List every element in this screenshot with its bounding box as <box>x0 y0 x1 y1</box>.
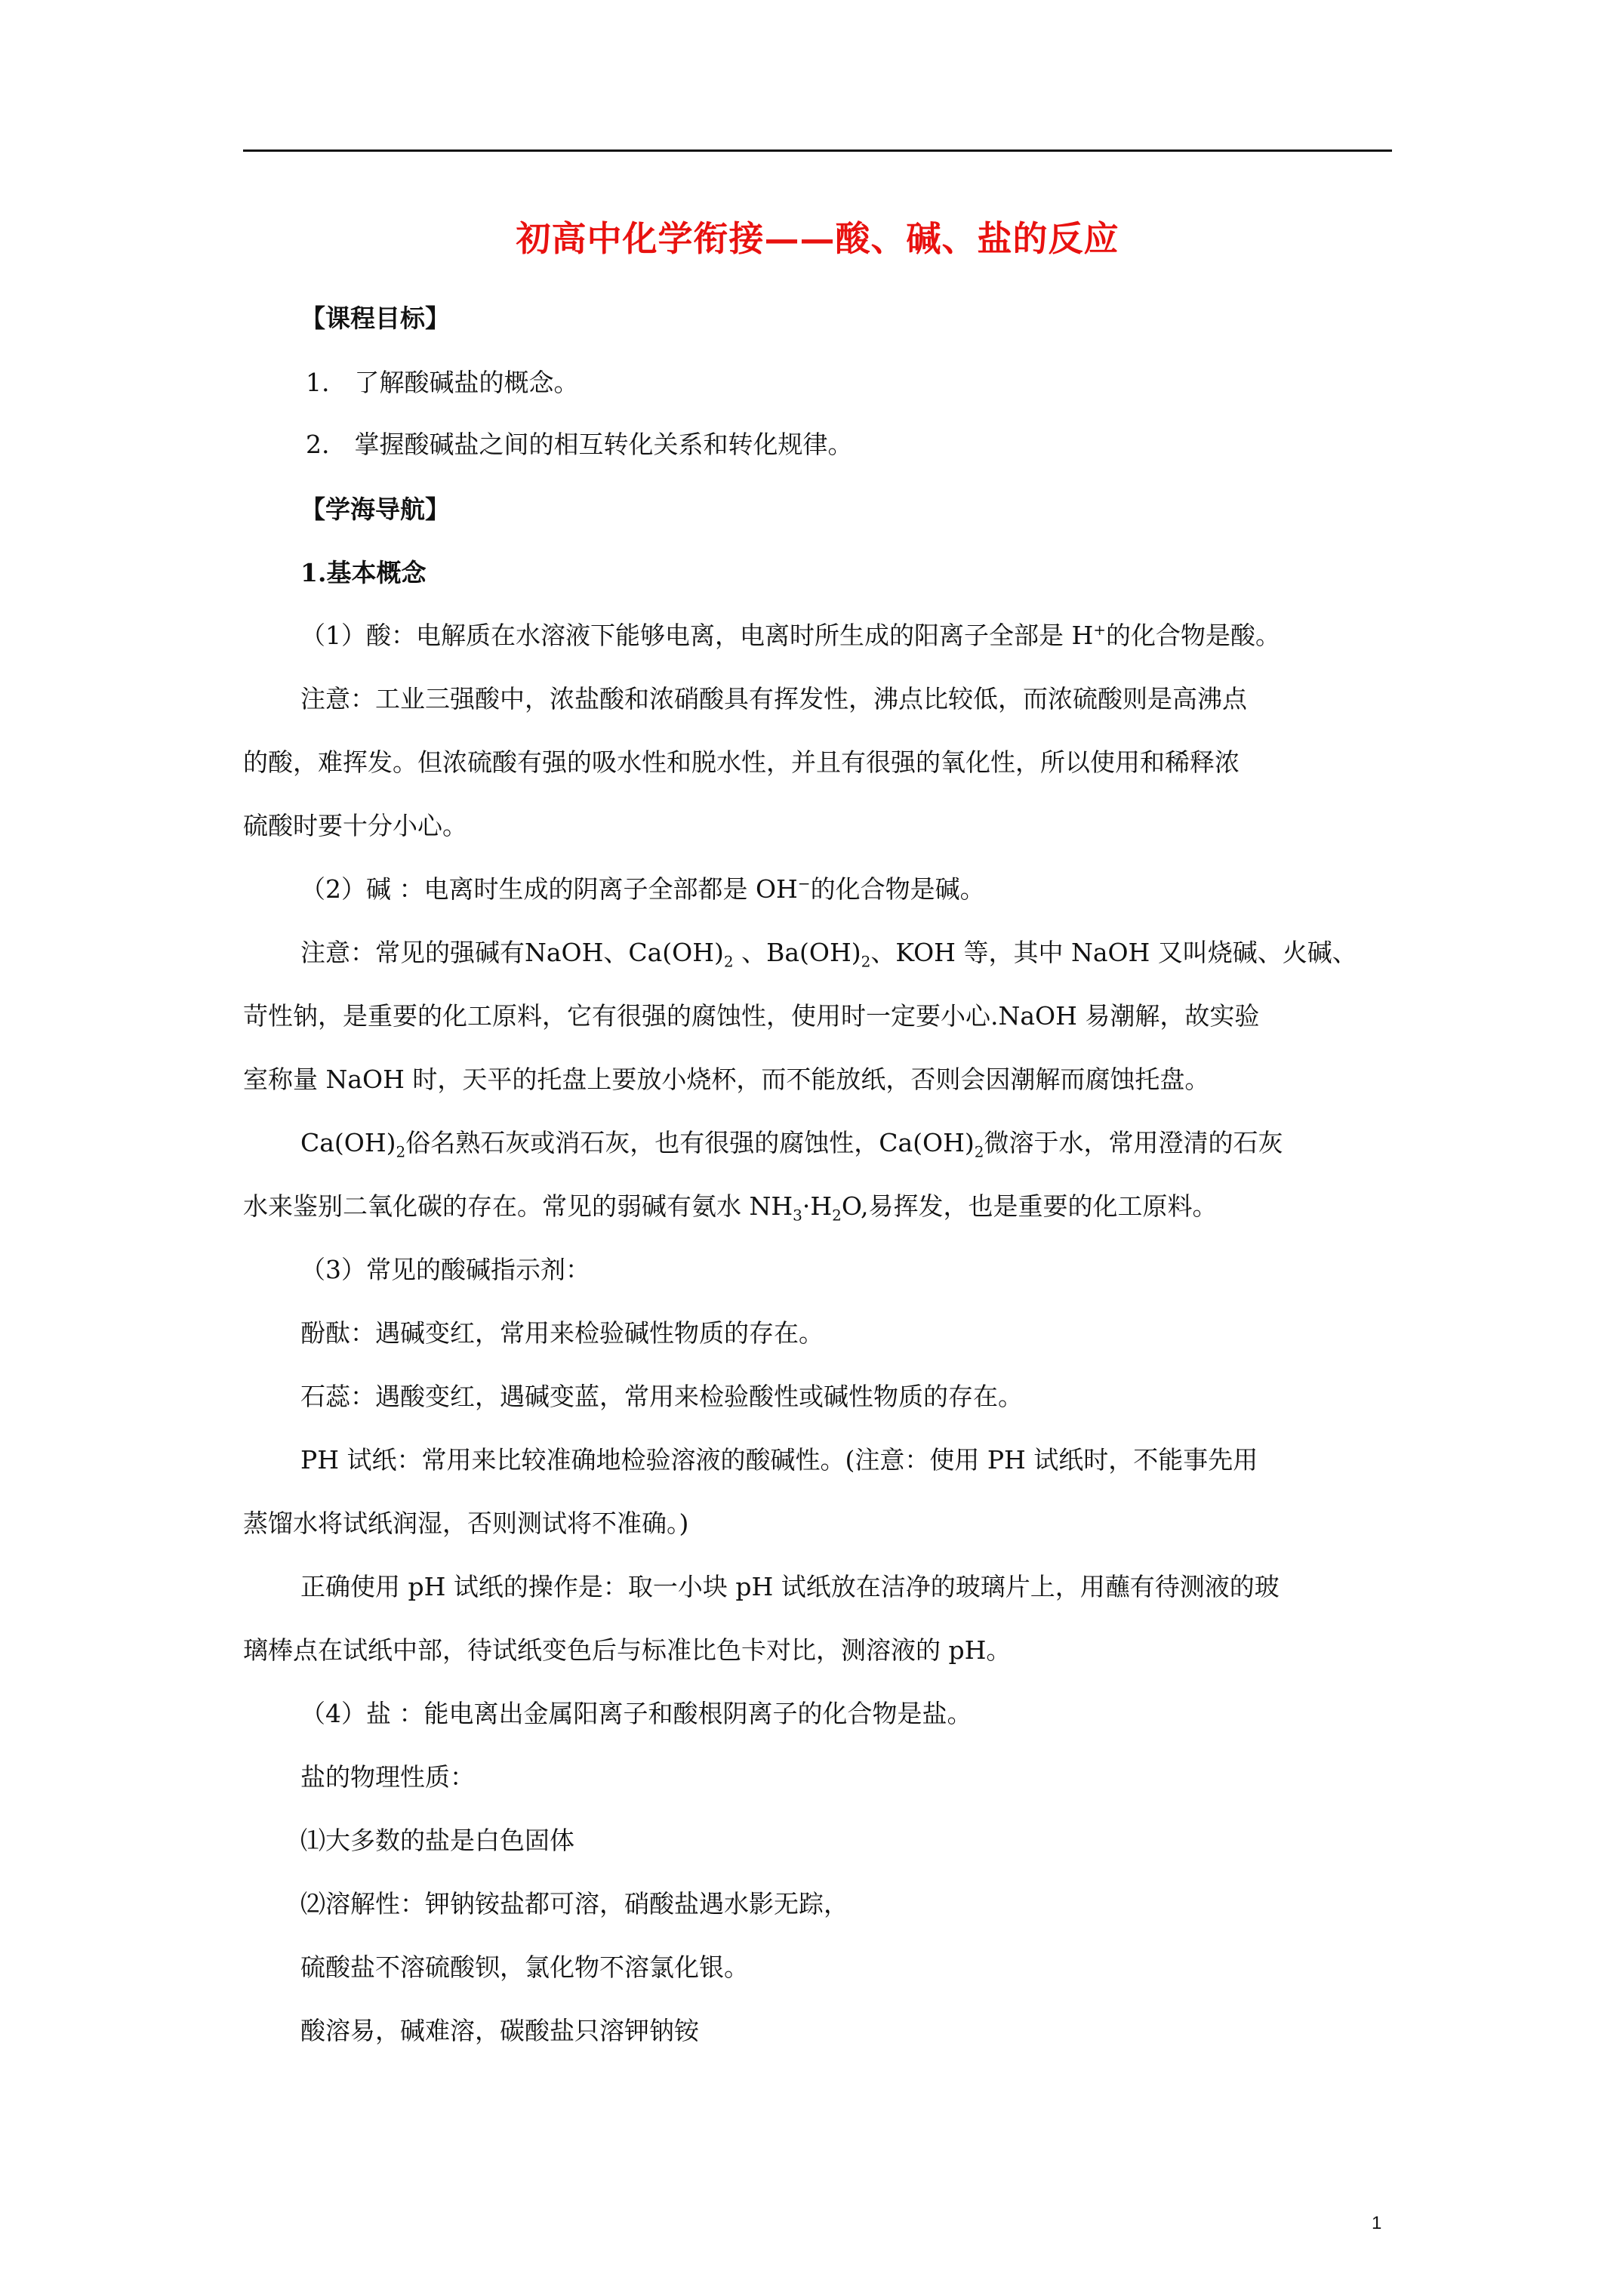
acid-note-line-1: 注意：工业三强酸中，浓盐酸和浓硝酸具有挥发性，沸点比较低，而浓硫酸则是高沸点 <box>300 684 1247 713</box>
salt-definition: （4）盐 ：能电离出金属阳离子和酸根阴离子的化合物是盐。 <box>300 1699 972 1728</box>
subscript-2: 2 <box>832 1206 842 1225</box>
base-note-text-2: 、Ba(OH) <box>733 938 861 967</box>
page-title: 初高中化学衔接——酸、碱、盐的反应 <box>516 218 1119 259</box>
base-note-line-3: 室称量 NaOH 时，天平的托盘上要放小烧杯，而不能放纸，否则会因潮解而腐蚀托盘。 <box>243 1065 1210 1094</box>
section-heading-navigation: 【学海导航】 <box>300 495 450 524</box>
subscript-3: 3 <box>793 1206 802 1225</box>
caoh-text-3: 微溶于水，常用澄清的石灰 <box>984 1128 1283 1157</box>
acid-note-line-3: 硫酸时要十分小心。 <box>243 811 467 840</box>
salt-solubility-rhyme-1: 硫酸盐不溶硫酸钡，氯化物不溶氯化银。 <box>300 1952 749 1982</box>
ph-paper-line-2: 蒸馏水将试纸润湿，否则测试将不准确。) <box>243 1509 689 1538</box>
subscript-2: 2 <box>861 952 871 971</box>
calcium-hydroxide-line-1 <box>300 1126 1283 1160</box>
superscript-minus: − <box>797 874 811 892</box>
subscript-2: 2 <box>723 952 734 971</box>
ph-procedure-line-2: 璃棒点在试纸中部，待试纸变色后与标准比色卡对比，测溶液的 pH。 <box>243 1635 1012 1665</box>
salt-physical-properties-heading: 盐的物理性质： <box>300 1762 475 1792</box>
base-definition <box>300 873 985 906</box>
ph-paper-line-1: PH 试纸：常用来比较准确地检验溶液的酸碱性。(注意：使用 PH 试纸时，不能事先用 <box>300 1445 1258 1475</box>
superscript-plus: + <box>1093 621 1107 639</box>
salt-solubility-rhyme-2: 酸溶易，碱难溶，碳酸盐只溶钾钠铵 <box>300 2016 699 2045</box>
ammonia-text-1: 水来鉴别二氧化碳的存在。常见的弱碱有氨水 NH <box>243 1191 793 1221</box>
acid-definition <box>300 619 1280 652</box>
caoh-text-2: 俗名熟石灰或消石灰，也有很强的腐蚀性，Ca(OH) <box>405 1128 975 1157</box>
subheading-basic-concepts: 1.基本概念 <box>300 558 427 587</box>
base-definition-text: （2）碱 ：电离时生成的阴离子全部都是 OH <box>300 874 798 904</box>
ammonia-text-2: ·H <box>802 1191 833 1221</box>
acid-definition-tail: 的化合物是酸。 <box>1106 621 1281 650</box>
base-definition-tail: 的化合物是碱。 <box>810 874 985 904</box>
subscript-2: 2 <box>396 1142 406 1161</box>
ph-procedure-line-1: 正确使用 pH 试纸的操作是：取一小块 pH 试纸放在洁净的玻璃片上，用蘸有待测液的玻 <box>300 1572 1280 1601</box>
base-note-text-3: 、KOH 等，其中 NaOH 又叫烧碱、火碱、 <box>870 938 1357 967</box>
calcium-hydroxide-line-2 <box>243 1190 1218 1223</box>
base-note-line-1 <box>300 936 1357 969</box>
caoh-text-1: Ca(OH) <box>300 1128 396 1157</box>
phenolphthalein-line: 酚酞：遇碱变红，常用来检验碱性物质的存在。 <box>300 1318 824 1348</box>
acid-note-line-2: 的酸，难挥发。但浓硫酸有强的吸水性和脱水性，并且有很强的氧化性，所以使用和稀释浓 <box>243 747 1240 777</box>
page-number: 1 <box>1372 2213 1382 2233</box>
goal-item-2: 2. 掌握酸碱盐之间的相互转化关系和转化规律。 <box>306 430 853 459</box>
base-note-text-1: 注意：常见的强碱有NaOH、Ca(OH) <box>300 938 724 967</box>
salt-property-2: ⑵溶解性：钾钠铵盐都可溶，硝酸盐遇水影无踪， <box>300 1889 848 1918</box>
litmus-line: 石蕊：遇酸变红，遇碱变蓝，常用来检验酸性或碱性物质的存在。 <box>300 1382 1023 1411</box>
acid-definition-text: （1）酸：电解质在水溶液下能够电离，电离时所生成的阳离子全部是 H <box>300 621 1094 650</box>
indicator-heading: （3）常见的酸碱指示剂： <box>300 1255 590 1284</box>
salt-property-1: ⑴大多数的盐是白色固体 <box>300 1826 574 1855</box>
ammonia-text-3: O,易挥发，也是重要的化工原料。 <box>841 1191 1218 1221</box>
base-note-line-2: 苛性钠，是重要的化工原料，它有很强的腐蚀性，使用时一定要小心.NaOH 易潮解，故实验 <box>243 1001 1260 1031</box>
goal-item-1: 1. 了解酸碱盐的概念。 <box>306 368 579 397</box>
section-heading-course-goals: 【课程目标】 <box>300 304 450 333</box>
subscript-2: 2 <box>974 1142 984 1161</box>
header-rule <box>243 149 1392 152</box>
